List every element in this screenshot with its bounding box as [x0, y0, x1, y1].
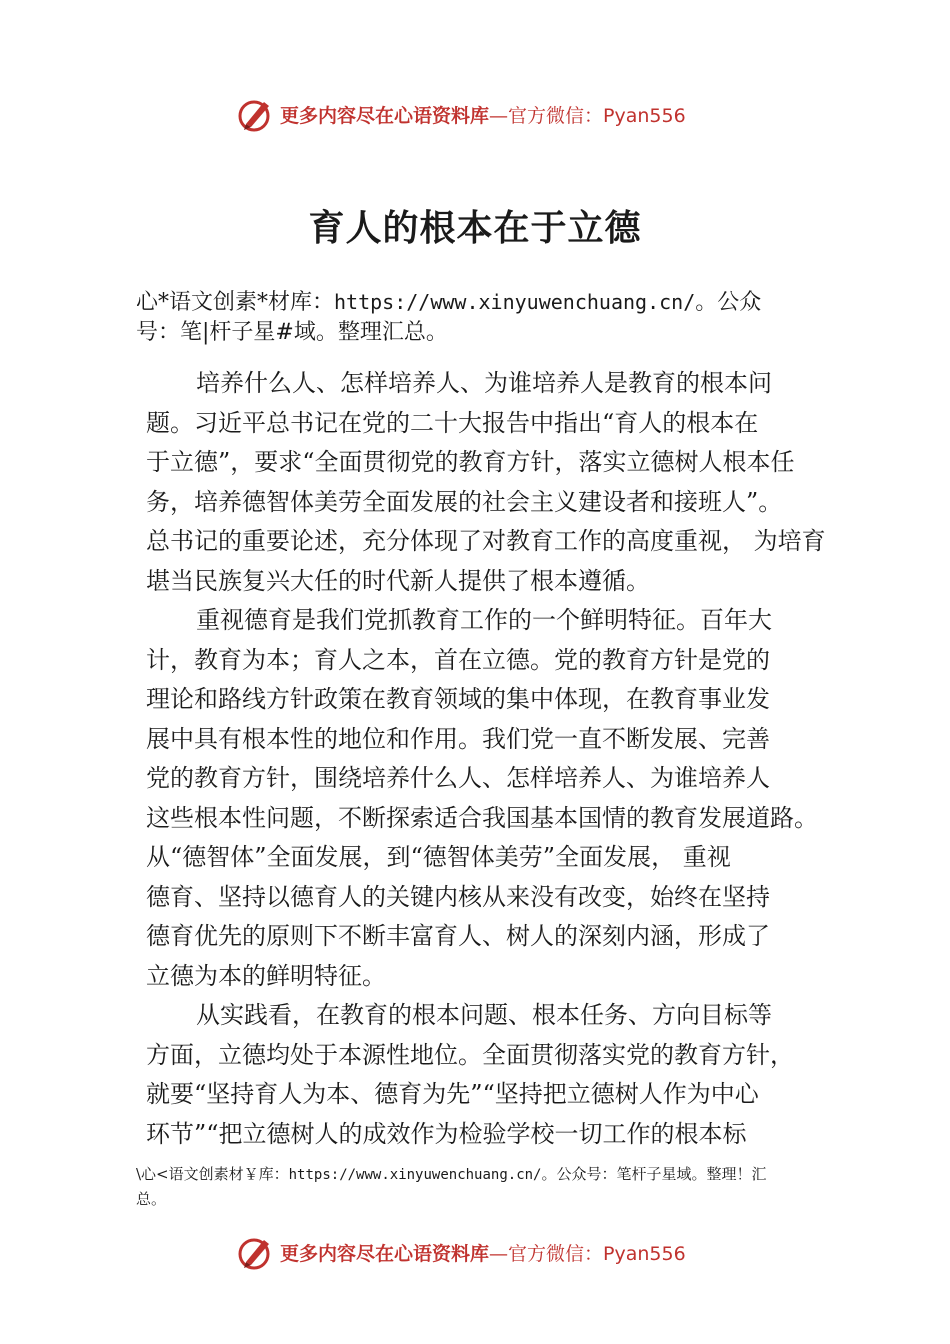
text-line: 务，培养德智体美劳全面发展的社会主义建设者和接班人”。 — [146, 487, 783, 516]
text-line: 培养什么人、怎样培养人、为谁培养人是教育的根本问 — [196, 369, 772, 397]
source-prefix: 心*语文创素*材库： — [136, 290, 335, 315]
text-line: 就要“坚持育人为本、德育为先”“坚持把立德树人作为中心 — [146, 1080, 759, 1108]
text-line: 立德为本的鲜明特征。 — [146, 961, 386, 990]
banner-wechat-label: 官方微信： — [508, 104, 604, 127]
banner-dash: — — [489, 1242, 509, 1265]
footer-banner — [236, 1230, 756, 1274]
source-line-2: 号：笔|杆子星#域。整理汇总。 — [136, 320, 448, 345]
text-line: 题。习近平总书记在党的二十大报告中指出“育人的根本在 — [146, 408, 759, 437]
text-line: 计，教育为本；育人之本，首在立德。党的教育方针是党的 — [146, 645, 770, 674]
source-line-1 — [136, 287, 836, 318]
text-line: 于立德”，要求“全面贯彻党的教育方针，落实立德树人根本任 — [146, 448, 795, 476]
footer-prefix: \心<语文创素材￥库： — [136, 1165, 289, 1183]
text-line: 堪当民族复兴大任的时代新人提供了根本遵循。 — [146, 566, 650, 595]
text-line: 方面，立德均处于本源性地位。全面贯彻落实党的教育方针， — [146, 1040, 794, 1069]
banner-wechat-id: Pyan556 — [603, 1242, 686, 1265]
header-banner — [236, 92, 756, 136]
pen-logo-icon — [236, 1232, 276, 1272]
banner-wechat-id: Pyan556 — [603, 104, 686, 127]
text-line: 环节”“把立德树人的成效作为检验学校一切工作的根本标 — [146, 1119, 747, 1148]
footer-suffix: 。公众号：笔杆子星域。整理！汇 — [541, 1165, 767, 1183]
footer-url: https://www.xinyuwenchuang.cn/ — [288, 1167, 542, 1183]
pen-logo-icon — [236, 94, 276, 134]
banner-text — [280, 1239, 686, 1266]
article-body — [146, 364, 846, 1154]
source-suffix: 。公众 — [695, 290, 762, 315]
text-line: 从实践看，在教育的根本问题、根本任务、方向目标等 — [196, 1001, 772, 1029]
source-url: https://www.xinyuwenchuang.cn/ — [334, 290, 696, 314]
text-line: 总书记的重要论述，充分体现了对教育工作的高度重视， 为培育 — [146, 527, 826, 555]
text-line: 这些根本性问题，不断探索适合我国基本国情的教育发展道路。 — [146, 803, 818, 832]
footer-line-2: 总。 — [136, 1190, 167, 1208]
banner-text — [280, 101, 686, 128]
text-line: 德育优先的原则下不断丰富育人、树人的深刻内涵，形成了 — [146, 922, 770, 950]
page-title: 育人的根本在于立德 — [308, 207, 642, 249]
text-line: 党的教育方针，围绕培养什么人、怎样培养人、为谁培养人 — [146, 764, 770, 792]
text-line: 理论和路线方针政策在教育领域的集中体现，在教育事业发 — [146, 685, 770, 713]
footer-line-1 — [136, 1162, 846, 1187]
text-line: 德育、坚持以德育人的关键内核从来没有改变，始终在坚持 — [146, 882, 770, 911]
text-line: 从“德智体”全面发展，到“德智体美劳”全面发展， 重视 — [146, 843, 731, 871]
banner-main: 更多内容尽在心语资料库 — [280, 104, 490, 127]
footer-note — [136, 1162, 846, 1211]
source-note — [136, 287, 836, 348]
banner-dash: — — [489, 104, 509, 127]
text-line: 展中具有根本性的地位和作用。我们党一直不断发展、完善 — [146, 724, 770, 753]
banner-wechat-label: 官方微信： — [508, 1242, 604, 1265]
text-line: 重视德育是我们党抓教育工作的一个鲜明特征。百年大 — [196, 606, 772, 634]
banner-main: 更多内容尽在心语资料库 — [280, 1242, 490, 1265]
